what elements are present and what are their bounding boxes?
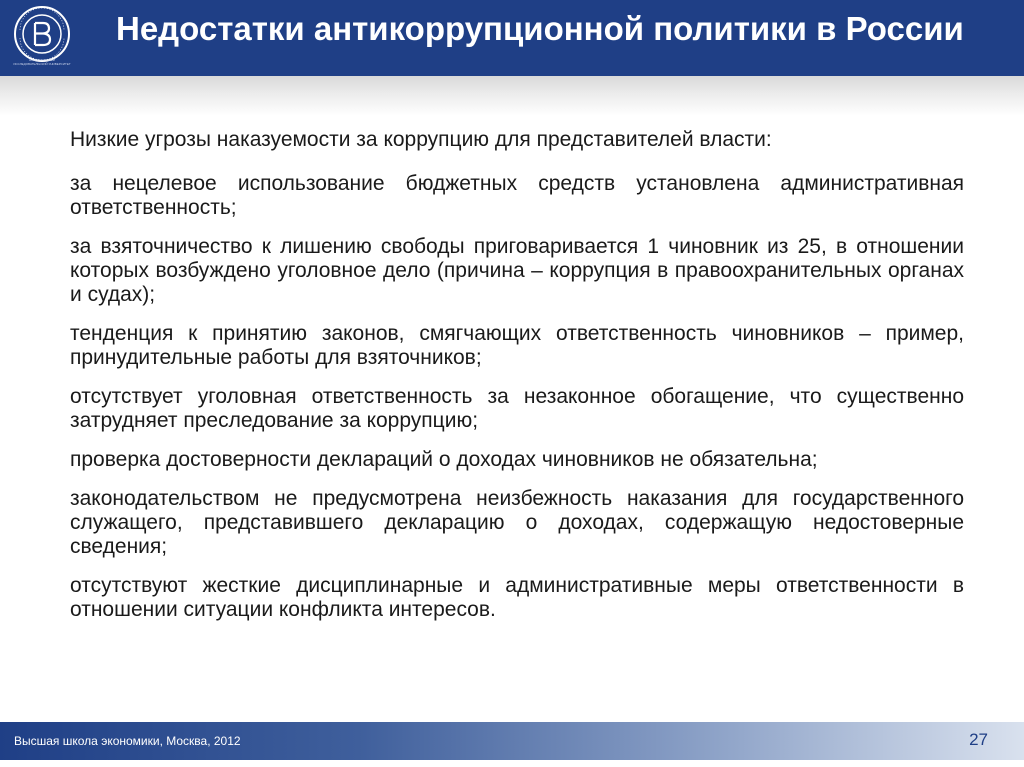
slide-header [0,0,1024,76]
page-number: 27 [969,730,988,749]
intro-text: Низкие угрозы наказуемости за коррупцию для представителей власти: [70,128,772,151]
slide-title: Недостатки антикоррупционной политики в России [116,10,964,47]
slide-content [70,128,964,637]
list-item: за нецелевое использование бюджетных средств установлена административная ответственность; [70,172,964,219]
list-item: за взяточничество к лишению свободы приговаривается 1 чиновник из 25, в отношении которых возбуждено уголовное дело (причина – коррупция в правоохранительных органах и судах); [70,235,964,306]
list-item: отсутствует уголовная ответственность за незаконное обогащение, что существенно затрудняет преследование за коррупцию; [70,385,964,432]
header-shadow [0,76,1024,116]
list-item: отсутствуют жесткие дисциплинарные и административные меры ответственности в отношении ситуации конфликта интересов. [70,574,964,621]
footer-caption: Высшая школа экономики, Москва, 2012 [14,734,241,748]
list-item: тенденция к принятию законов, смягчающих ответственность чиновников – пример, принудительные работы для взяточников; [70,322,964,369]
logo-caption: НАЦИОНАЛЬНЫЙ ИССЛЕДОВАТЕЛЬСКИЙ УНИВЕРСИТЕТ [13,58,71,66]
slide-footer [0,722,1024,760]
list-item: проверка достоверности деклараций о доходах чиновников не обязательна; [70,448,818,471]
list-item: законодательством не предусмотрена неизбежность наказания для государственного служащего, представившего декларацию о доходах, содержащую недостоверные сведения; [70,487,964,558]
